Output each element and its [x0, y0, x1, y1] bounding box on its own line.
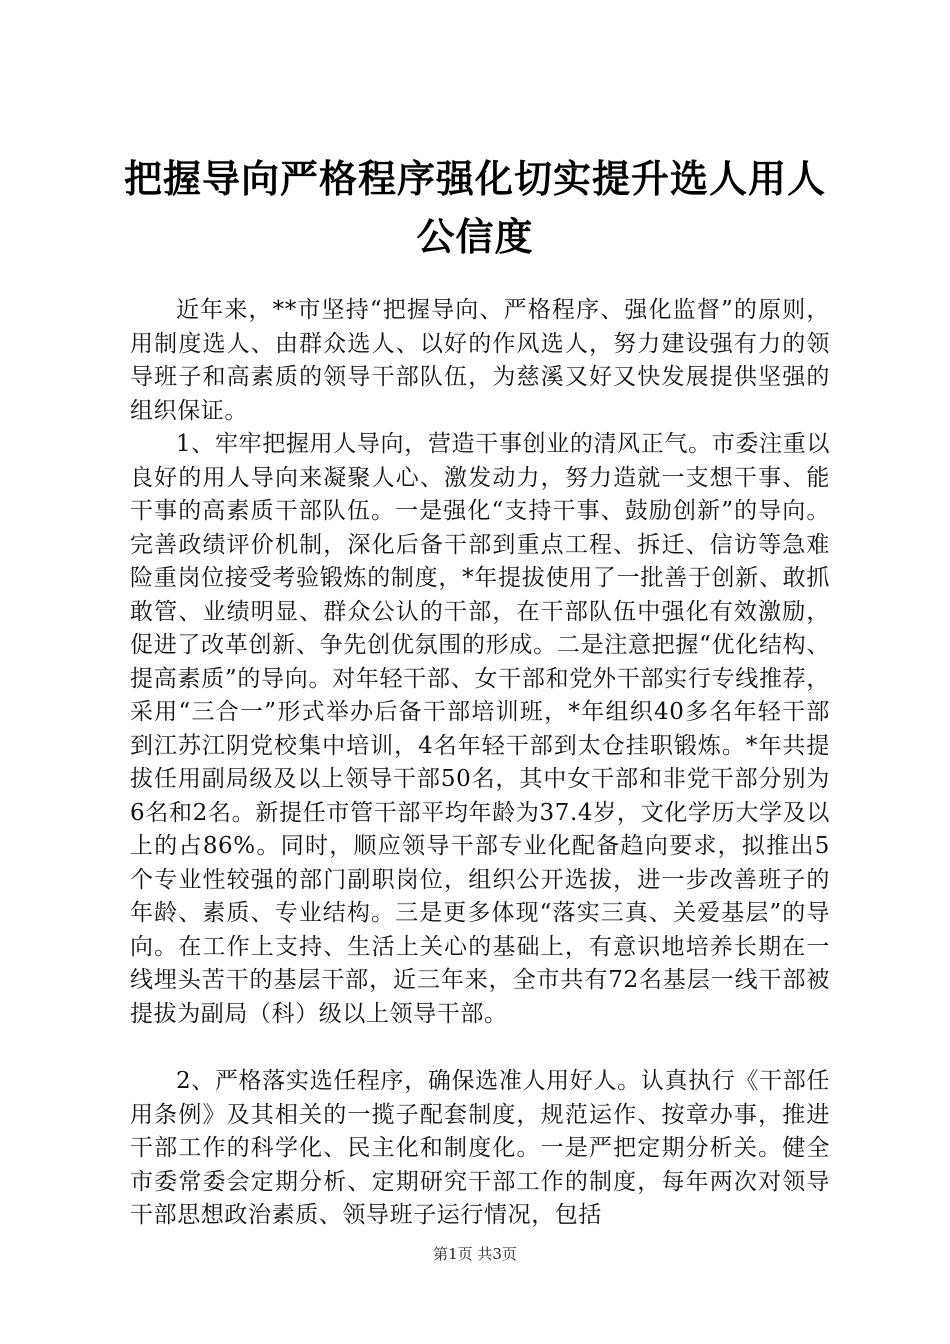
paragraph-section-2: 2、严格落实选任程序，确保选准人用好人。认真执行《干部任用条例》及其相关的一揽子配套制度，规范运作、按章办事，推进干部工作的科学化、民主化和制度化。一是严把定期分析关。健全市委常委会定期分析、定期研究干部工作的制度，每年两次对领导干部思想政治素质、领导班子运行情况，包括 [130, 1068, 830, 1228]
document-body [130, 294, 830, 1233]
paragraph-intro: 近年来，**市坚持“把握导向、严格程序、强化监督”的原则，用制度选人、由群众选人、以好的作风选人，努力建设强有力的领导班子和高素质的领导干部队伍，为慈溪又好又快发展提供坚强的组织保证。 [130, 297, 830, 424]
document-title: 把握导向严格程序强化切实提升选人用人公信度 [123, 157, 826, 259]
paragraph-section-1: 1、牢牢把握用人导向，营造干事创业的清风正气。市委注重以良好的用人导向来凝聚人心、激发动力，努力造就一支想干事、能干事的高素质干部队伍。一是强化“支持干事、鼓励创新”的导向。完善政绩评价机制，深化后备干部到重点工程、拆迁、信访等急难险重岗位接受考验锻炼的制度，*年提拔使用了一批善于创新、敢抓敢管、业绩明显、群众公认的干部，在干部队伍中强化有效激励，促进了改革创新、争先创优氛围的形成。二是注意把握“优化结构、提高素质”的导向。对年轻干部、女干部和党外干部实行专线推荐，采用“三合一”形式举办后备干部培训班，*年组织40多名年轻干部到江苏江阴党校集中培训，4名年轻干部到太仓挂职锻炼。*年共提拔任用副局级及以上领导干部50名，其中女干部和非党干部分别为6名和2名。新提任市管干部平均年龄为37.4岁，文化学历大学及以上的占86%。同时，顺应领导干部专业化配备趋向要求，拟推出5个专业性较强的部门副职岗位，组织公开选拔，进一步改善班子的年龄、素质、专业结构。三是更多体现“落实三真、关爱基层”的导向。在工作上支持、生活上关心的基础上，有意识地培养长期在一线埋头苦干的基层干部，近三年来，全市共有72名基层一线干部被提拔为副局（科）级以上领导干部。 [130, 431, 830, 1027]
page-footer: 第1页 共3页 [433, 1245, 517, 1263]
